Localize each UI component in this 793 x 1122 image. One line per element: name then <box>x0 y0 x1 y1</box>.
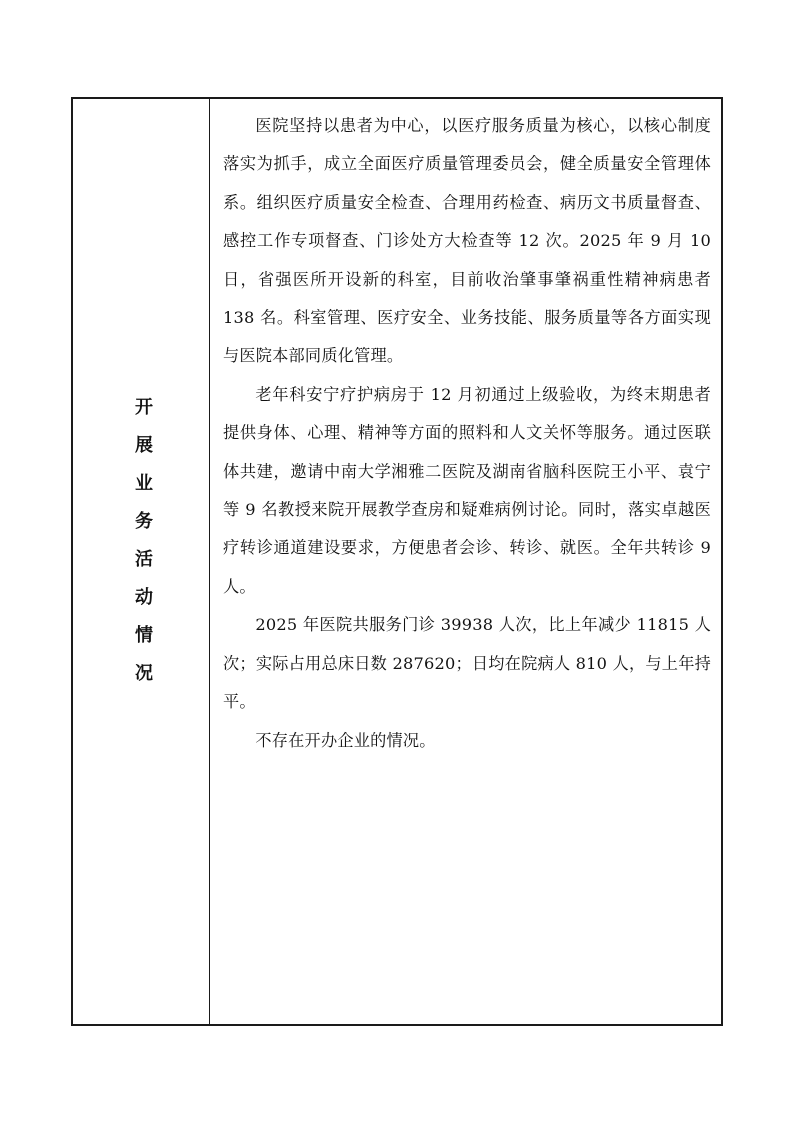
paragraph-service-statistics: 2025 年医院共服务门诊 39938 人次，比上年减少 11815 人次；实际占用总床日数 287620；日均在院病人 810 人，与上年持平。 <box>223 615 711 712</box>
report-table <box>71 97 723 1026</box>
paragraph-hospice-care: 老年科安宁疗护病房于 12 月初通过上级验收，为终末期患者提供身体、心理、精神等方面的照料和人文关怀等服务。通过医联体共建，邀请中南大学湘雅二医院及湖南省脑科医院王小平、袁宁等 9 名教授来院开展教学查房和疑难病例讨论。同时，落实卓越医疗转诊通道建设要求，方便患者会诊、转诊、就医。全年共转诊 9 人。 <box>223 384 711 596</box>
section-content-cell <box>210 99 721 1024</box>
section-label-cell <box>73 99 210 1024</box>
paragraph-quality-management: 医院坚持以患者为中心，以医疗服务质量为核心，以核心制度落实为抓手，成立全面医疗质量管理委员会，健全质量安全管理体系。组织医疗质量安全检查、合理用药检查、病历文书质量督查、感控工作专项督查、门诊处方大检查等 12 次。2025 年 9 月 10 日，省强医所开设新的科室，目前收治肇事肇祸重性精神病患者 138 名。科室管理、医疗安全、业务技能、服务质量等各方面实现与医院本部同质化管理。 <box>223 116 711 366</box>
paragraph-enterprise-statement: 不存在开办企业的情况。 <box>255 730 436 750</box>
section-label: 开展业务活动情况 <box>132 397 153 701</box>
